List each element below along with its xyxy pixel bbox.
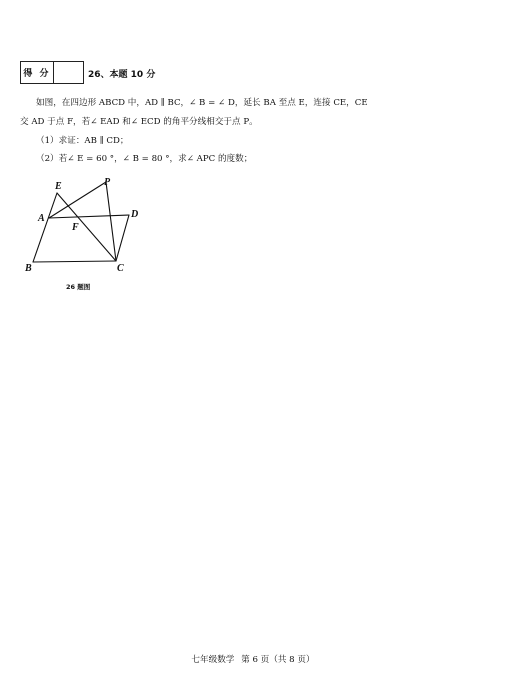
score-blank-cell: [54, 62, 83, 83]
footer-subject: 七年级数学: [191, 655, 235, 665]
geometry-figure: [18, 172, 148, 282]
label-B: B: [25, 263, 32, 274]
question-part-2: （2）若∠ E = 60 °，∠ B = 80 °，求∠ APC 的度数；: [36, 154, 253, 164]
segment-CD: [116, 215, 129, 261]
figure-caption: 26 题图: [66, 283, 91, 291]
label-C: C: [117, 263, 124, 274]
segment-PC: [106, 182, 116, 261]
score-label: 得 分: [21, 62, 54, 83]
page-footer: [0, 653, 506, 665]
question-line-1: 如图，在四边形 ABCD 中，AD ∥ BC，∠ B = ∠ D，延长 BA 至点 E，连接 CE，CE: [36, 98, 368, 108]
segment-EC: [57, 193, 116, 261]
score-box: [20, 61, 84, 84]
segment-BE: [33, 193, 57, 262]
question-part-1: （1）求证：AB ∥ CD；: [36, 136, 129, 146]
label-D: D: [131, 209, 139, 220]
footer-page-number: 第 6 页（共 8 页）: [241, 655, 315, 665]
label-F: F: [72, 222, 79, 233]
question-title: 26、本题 10 分: [88, 70, 156, 80]
label-E: E: [55, 181, 62, 192]
figure-lines: [33, 182, 129, 262]
segment-AD: [49, 215, 129, 218]
label-A: A: [38, 213, 45, 224]
label-P: P: [104, 177, 111, 188]
question-line-2: 交 AD 于点 F，若∠ EAD 和∠ ECD 的角平分线相交于点 P。: [20, 117, 258, 127]
segment-BC: [33, 261, 116, 262]
